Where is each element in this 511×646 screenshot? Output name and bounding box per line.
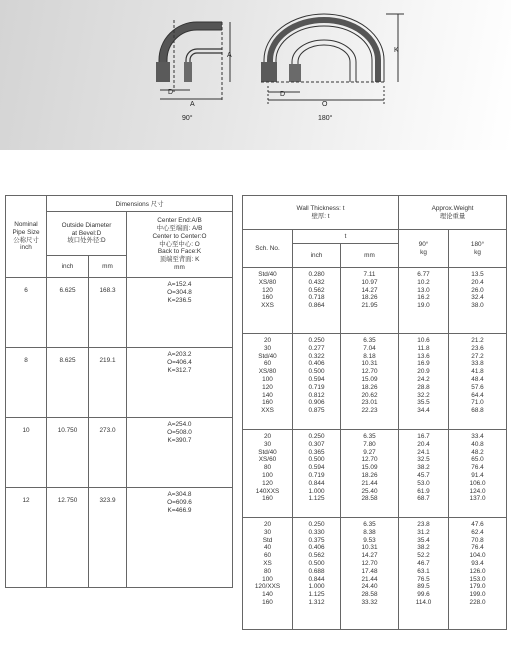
table-row: 10 10.750 273.0 A=254.0 O=508.0 K=390.7 (6, 418, 233, 488)
approx-weight-header: Approx.Weight 理论重量 (399, 196, 507, 230)
dim-d-label: D (168, 89, 174, 96)
col-w180: 13.5 20.4 26.0 32.4 38.0 (449, 268, 507, 334)
wall-thickness-header: Wall Thickness: t 壁厚: t (243, 196, 399, 230)
dimensions-header: Dimensions 尺寸 (47, 196, 233, 212)
table-row: 8 8.625 219.1 A=203.2 O=406.4 K=312.7 (6, 348, 233, 418)
dim-o-label: O (322, 101, 328, 108)
col-inch: 0.250 0.307 0.365 0.500 0.594 0.719 0.844 1.000 1.125 (293, 430, 341, 518)
deg90-header: 90° kg (399, 230, 449, 268)
od-header: Outside Diameter at Bevel:D 坡口处外径:D (47, 212, 127, 256)
col-w90: 23.8 31.2 35.4 38.2 52.2 46.7 63.1 76.5 89.5 99.6 114.0 (399, 518, 449, 630)
center-header: Center End:A/B 中心至端面: A/B Center to Center:O 中心至中心: O Back to Face:K 顶端至背面: K mm (127, 212, 233, 278)
t-inch-header: inch (293, 244, 341, 268)
table-row: 6 6.625 168.3 A=152.4 O=304.8 K=236.5 (6, 278, 233, 348)
col-mm: 6.35 7.80 9.27 12.70 15.09 18.26 21.44 25.40 28.58 (341, 430, 399, 518)
col-w90: 6.77 10.2 13.0 16.2 19.0 (399, 268, 449, 334)
table-row (243, 334, 507, 430)
col-sch: 20 30 Std 40 60 XS 80 100 120/XXS 140 160 (243, 518, 293, 630)
elbow-drawings (0, 0, 511, 150)
table-row: 12 12.750 323.9 A=304.8 O=609.6 K=466.9 (6, 488, 233, 588)
table-row (243, 268, 507, 334)
dim-a-bottom-label: A (190, 101, 195, 108)
col-inch: 0.250 0.330 0.375 0.406 0.562 0.500 0.688 0.844 1.000 1.125 1.312 (293, 518, 341, 630)
table-row (243, 518, 507, 630)
col-w180: 33.4 40.8 48.2 65.0 76.4 91.4 106.0 124.0 137.0 (449, 430, 507, 518)
col-sch: 20 30 Std/40 60 XS/80 100 120 140 160 XXS (243, 334, 293, 430)
dimensions-table (5, 195, 233, 588)
col-mm: 6.35 8.38 9.53 10.31 14.27 12.70 17.48 21.44 24.40 28.58 33.32 (341, 518, 399, 630)
col-sch: Std/40 XS/80 120 160 XXS (243, 268, 293, 334)
col-mm: 6.35 7.04 8.18 10.31 12.70 15.09 18.26 20.62 23.01 22.23 (341, 334, 399, 430)
nps-header: Nominal Pipe Size 公称尺寸 inch (6, 196, 47, 278)
t-header: t (293, 230, 399, 244)
col-inch: 0.280 0.432 0.562 0.718 0.864 (293, 268, 341, 334)
col-mm: 7.11 10.97 14.27 18.26 21.95 (341, 268, 399, 334)
col-w180: 21.2 23.6 27.2 33.8 41.8 48.4 57.6 64.4 71.0 68.8 (449, 334, 507, 430)
col-w90: 10.6 11.8 13.6 16.9 20.9 24.2 28.8 32.2 35.5 34.4 (399, 334, 449, 430)
col-inch: 0.250 0.277 0.322 0.406 0.500 0.594 0.719 0.812 0.906 0.875 (293, 334, 341, 430)
dim-a-label: A (227, 52, 232, 59)
od-inch-header: inch (47, 256, 89, 278)
wall-thickness-weight-table (242, 195, 507, 630)
col-sch: 20 30 Std/40 XS/60 80 100 120 140XXS 160 (243, 430, 293, 518)
t-mm-header: mm (341, 244, 399, 268)
table-row (243, 430, 507, 518)
elbow-180-caption: 180° (318, 115, 333, 122)
dim-k-label: K (394, 47, 399, 54)
sch-no-header: Sch. No. (243, 230, 293, 268)
elbow-90-drawing (156, 20, 230, 100)
dim-d-180-label: D (280, 91, 286, 98)
col-w90: 16.7 20.4 24.1 32.5 38.2 45.7 53.0 61.9 68.7 (399, 430, 449, 518)
product-figure-banner (0, 0, 511, 150)
deg180-header: 180° kg (449, 230, 507, 268)
od-mm-header: mm (89, 256, 127, 278)
elbow-90-caption: 90° (182, 115, 193, 122)
col-w180: 47.6 62.4 70.8 76.4 104.0 93.4 126.0 153.0 179.0 199.0 228.0 (449, 518, 507, 630)
